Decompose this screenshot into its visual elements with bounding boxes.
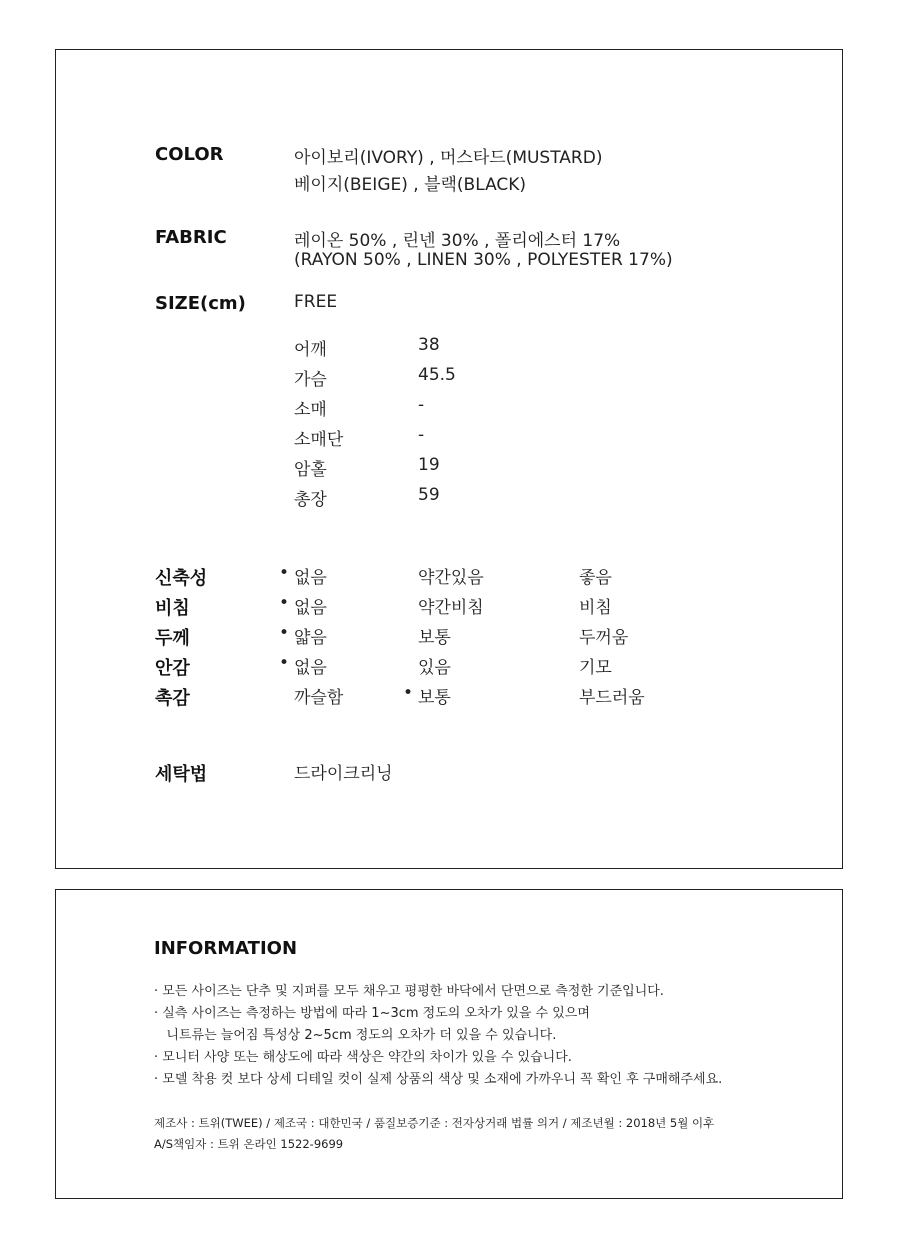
- attr-option: 기모: [579, 658, 612, 678]
- info-note: 니트류는 늘어짐 특성상 2~5cm 정도의 오차가 더 있을 수 있습니다.: [154, 1028, 557, 1043]
- washing-value: 드라이크리닝: [294, 764, 393, 784]
- attr-option: • 없음: [294, 563, 327, 588]
- attr-option: 까슬함: [294, 688, 344, 708]
- measure-name: 암홀: [294, 460, 327, 480]
- info-note: · 모든 사이즈는 단추 및 지퍼를 모두 채우고 평평한 바닥에서 단면으로 측정한 기준입니다.: [154, 984, 664, 999]
- attr-option: 약간있음: [418, 568, 484, 588]
- attr-label-lining: 안감: [155, 658, 190, 679]
- measure-value: 19: [418, 455, 440, 475]
- size-value: FREE: [294, 292, 338, 312]
- attr-label-stretch: 신축성: [155, 568, 208, 589]
- fabric-line-2: (RAYON 50% , LINEN 30% , POLYESTER 17%): [294, 250, 673, 270]
- measure-value: 45.5: [418, 365, 456, 385]
- attr-label-texture: 촉감: [155, 688, 190, 709]
- attr-option: 약간비침: [418, 598, 484, 618]
- measure-value: 59: [418, 485, 440, 505]
- measure-value: -: [418, 395, 425, 415]
- color-line-1: 아이보리(IVORY) , 머스타드(MUSTARD): [294, 148, 603, 168]
- info-note: · 모니터 사양 또는 해상도에 따라 색상은 약간의 차이가 있을 수 있습니다.: [154, 1050, 572, 1065]
- manufacturer-info: 제조사 : 트위(TWEE) / 제조국 : 대한민국 / 품질보증기준 : 전자상거래 법률 의거 / 제조년월 : 2018년 5월 이후: [154, 1116, 715, 1130]
- attr-option: • 없음: [294, 653, 327, 678]
- attr-option: 비침: [579, 598, 612, 618]
- information-panel: [55, 889, 843, 1199]
- measure-value: -: [418, 425, 425, 445]
- attr-option: 있음: [418, 658, 451, 678]
- measure-name: 어깨: [294, 340, 327, 360]
- attr-label-thickness: 두께: [155, 628, 190, 649]
- attr-option: • 없음: [294, 593, 327, 618]
- attr-option: 부드러움: [579, 688, 645, 708]
- attr-option: 좋음: [579, 568, 612, 588]
- attr-option: 두꺼움: [579, 628, 629, 648]
- color-label: COLOR: [155, 144, 224, 165]
- product-spec-panel: [55, 49, 843, 869]
- attr-option: 보통: [418, 628, 451, 648]
- as-contact-info: A/S책임자 : 트위 온라인 1522-9699: [154, 1137, 344, 1151]
- measure-name: 총장: [294, 490, 327, 510]
- attr-option: • 보통: [418, 683, 451, 708]
- attr-label-sheerness: 비침: [155, 598, 190, 619]
- fabric-line-1: 레이온 50% , 린넨 30% , 폴리에스터 17%: [294, 231, 621, 251]
- info-note: · 모델 착용 컷 보다 상세 디테일 컷이 실제 상품의 색상 및 소재에 가까우니 꼭 확인 후 구매해주세요.: [154, 1072, 723, 1087]
- measure-name: 소매단: [294, 430, 344, 450]
- information-title: INFORMATION: [154, 938, 298, 959]
- measure-name: 가슴: [294, 370, 327, 390]
- measure-name: 소매: [294, 400, 327, 420]
- measure-value: 38: [418, 335, 440, 355]
- info-note: · 실측 사이즈는 측정하는 방법에 따라 1~3cm 정도의 오차가 있을 수 있으며: [154, 1006, 590, 1021]
- size-label: SIZE(cm): [155, 293, 246, 314]
- fabric-label: FABRIC: [155, 227, 227, 248]
- color-line-2: 베이지(BEIGE) , 블랙(BLACK): [294, 175, 527, 195]
- attr-option: • 얇음: [294, 623, 327, 648]
- washing-label: 세탁법: [155, 764, 208, 785]
